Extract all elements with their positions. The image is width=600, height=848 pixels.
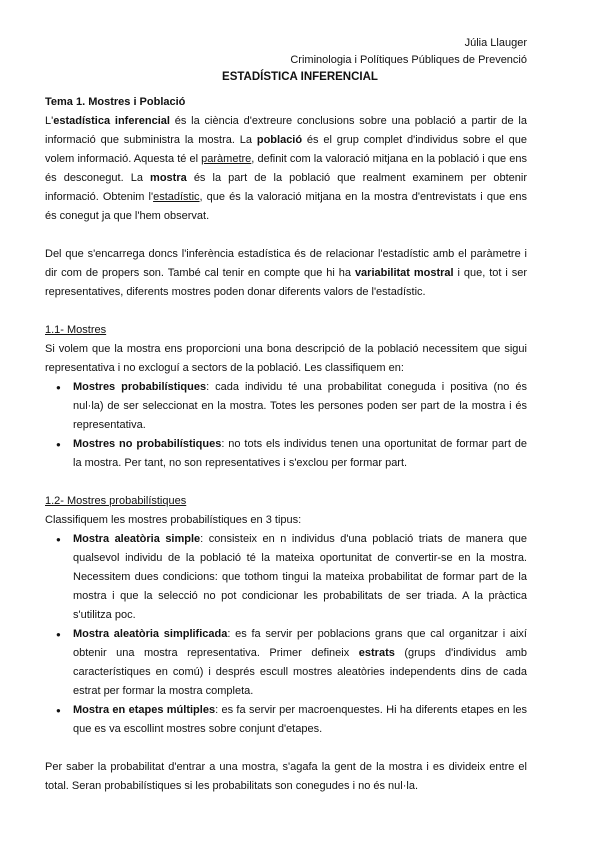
section-1-heading: 1.1- Mostres	[45, 324, 107, 336]
list-item: ● Mostres probabilístiques: cada individu té una probabilitat coneguda i positiva (no és nul·la) de ser seleccionat en la mostra. Totes les persones poden ser part de la mostra i és representativa.	[45, 378, 527, 435]
document-title: ESTADÍSTICA INFERENCIAL	[222, 71, 378, 83]
section-2-heading: 1.2- Mostres probabilístiques	[45, 495, 187, 507]
document-body	[45, 93, 527, 796]
list-item: ● Mostra aleatòria simple: consisteix en n individus d'una població triats de manera que qualsevol individu de la població té la mateixa oportunitat de convertir-se en la mostra. Necessitem dues condicions: que tothom tingui la mateixa probabilitat de formar part de la mostra i que la selecció no pot condicionar les probabilitats de ser triada. A la pràctica s'utilitza poc.	[45, 530, 527, 625]
sample-types-list	[45, 378, 527, 473]
probabilistic-types-list	[45, 530, 527, 739]
paragraph-inferential-statistics: L'estadística inferencial és la ciència d'extreure conclusions sobre una població a partir de la informació que subministra la mostra. La població és el grup complet d'individus sobre el que volem informació. Aquesta té el paràmetre, definit com la valoració mitjana en la població i que ens és desconegut. La mostra és la part de la població que realment examinem per obtenir informació. Obtenim l'estadístic, que és la valoració mitjana en la mostra d'entrevistats i que ens és conegut ja que l'hem observat.	[45, 115, 527, 222]
closing-paragraph: Per saber la probabilitat d'entrar a una mostra, s'agafa la gent de la mostra i es divideix entre el total. Seran probabilístiques si les probabilitats son conegudes i no és nul·la.	[45, 761, 527, 792]
list-item: ● Mostra aleatòria simplificada: es fa servir per poblacions grans que cal organitzar i així obtenir una mostra representativa. Primer defineix estrats (grups d'individus amb característiques en comú) i després escull mostres aleatòries independents dins de cada estrat per formar la mostra completa.	[45, 625, 527, 701]
paragraph-sampling-variability: Del que s'encarrega doncs l'inferència estadística és de relacionar l'estadístic amb el paràmetre i dir com de propers son. També cal tenir en compte que hi ha variabilitat mostral i que, tot i ser representatives, diferents mostres poden donar diferents valors de l'estadístic.	[45, 248, 527, 298]
document-header	[290, 35, 527, 69]
section-1-intro: Si volem que la mostra ens proporcioni una bona descripció de la població necessitem que sigui representativa i no excloguí a sectors de la població. Les classifiquem en:	[45, 343, 527, 374]
list-item: ● Mostra en etapes múltiples: es fa servir per macroenquestes. Hi ha diferents etapes en les que es va escollint mostres sobre conjunt d'etapes.	[45, 701, 527, 739]
section-2-intro: Classifiquem les mostres probabilístiques en 3 tipus:	[45, 514, 302, 526]
theme-heading: Tema 1. Mostres i Població	[45, 96, 186, 108]
course-name: Criminologia i Polítiques Públiques de Prevenció	[290, 54, 527, 66]
list-item: ● Mostres no probabilístiques: no tots els individus tenen una oportunitat de formar part de la mostra. Per tant, no son representatives i s'exclou per formar part.	[45, 435, 527, 473]
author-name: Júlia Llauger	[464, 37, 527, 49]
